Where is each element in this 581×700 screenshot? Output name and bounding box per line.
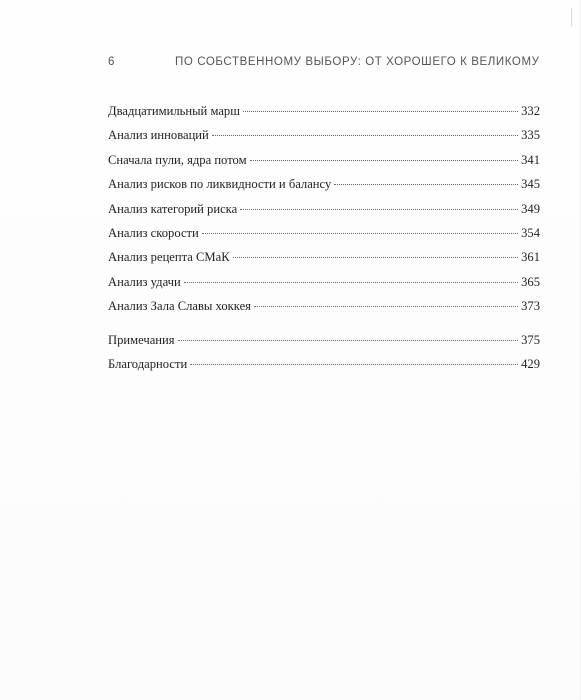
toc-entry-page: 332 [521, 104, 540, 118]
toc-entry-page: 341 [521, 152, 540, 167]
toc-entry [108, 298, 540, 322]
toc-entry-title: Анализ инноваций [108, 128, 209, 143]
toc-entry-title: Анализ удачи [108, 274, 181, 289]
toc-entry-title: Примечания [108, 332, 175, 347]
toc-entry-acknowledgements [108, 356, 540, 380]
toc-entry-page: 361 [521, 250, 540, 265]
toc-dot-leader [212, 135, 518, 136]
toc-entry-title: Анализ скорости [108, 225, 199, 240]
toc-entry-title: Двадцатимильный марш [108, 104, 240, 118]
toc-dot-leader [250, 160, 519, 161]
scan-artifact [571, 8, 572, 26]
toc-entry [108, 225, 540, 249]
toc-entry [108, 274, 540, 298]
toc-entry-title: Анализ рисков по ликвидности и балансу [108, 177, 332, 192]
table-of-contents [108, 103, 540, 380]
page-number: 6 [108, 56, 115, 68]
toc-entry-title: Анализ рецепта СМаК [108, 250, 230, 265]
toc-entry [108, 201, 540, 225]
toc-entry [108, 152, 540, 176]
toc-dot-leader [233, 257, 518, 258]
toc-entry-title: Анализ категорий риска [108, 201, 238, 216]
toc-dot-leader [184, 282, 518, 283]
toc-dot-leader [334, 184, 518, 185]
toc-entry [108, 176, 540, 200]
toc-dot-leader [190, 364, 518, 365]
toc-entry-page: 335 [521, 128, 540, 143]
toc-entry-title: Сначала пули, ядра потом [108, 152, 247, 167]
toc-entry [108, 127, 540, 151]
toc-entry-page: 375 [521, 332, 540, 347]
running-title: ПО СОБСТВЕННОМУ ВЫБОРУ: ОТ ХОРОШЕГО К ВЕЛИКОМУ [175, 56, 540, 68]
toc-entry [108, 103, 540, 127]
toc-dot-leader [240, 209, 518, 210]
toc-entry-title: Анализ Зала Славы хоккея [108, 299, 251, 314]
toc-entry [108, 249, 540, 273]
toc-entry-page: 349 [521, 201, 540, 216]
toc-entry-page: 354 [521, 225, 540, 240]
toc-entry-page: 345 [521, 177, 540, 192]
toc-dot-leader [202, 233, 518, 234]
toc-entry-notes [108, 332, 540, 356]
toc-entry-page: 365 [521, 274, 540, 289]
toc-entry-page: 429 [521, 356, 540, 371]
toc-dot-leader [254, 306, 518, 307]
toc-entry-title: Благодарности [108, 356, 188, 371]
toc-dot-leader [178, 340, 519, 341]
toc-entry-page: 373 [521, 299, 540, 314]
toc-dot-leader [243, 111, 518, 112]
